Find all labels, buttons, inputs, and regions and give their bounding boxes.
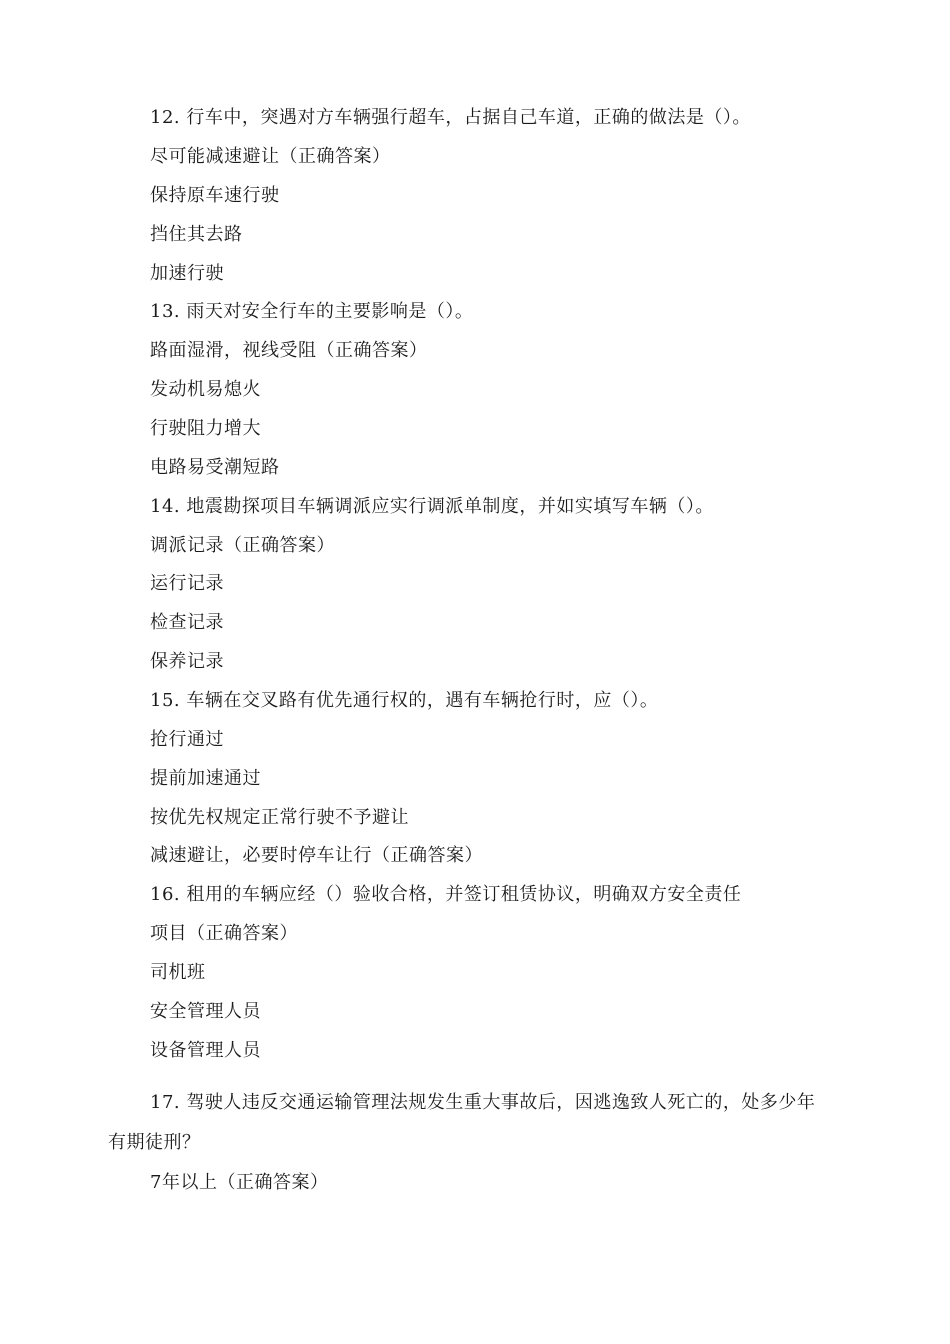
q14-option-1: 调派记录（正确答案） bbox=[150, 535, 335, 556]
question-12: 12. 行车中，突遇对方车辆强行超车，占据自己车道，正确的做法是（）。 bbox=[150, 107, 751, 128]
q13-option-2: 发动机易熄火 bbox=[150, 379, 261, 400]
q15-option-3: 按优先权规定正常行驶不予避让 bbox=[150, 807, 409, 828]
q12-option-1: 尽可能减速避让（正确答案） bbox=[150, 146, 391, 167]
q15-option-2: 提前加速通过 bbox=[150, 768, 261, 789]
question-16: 16. 租用的车辆应经（）验收合格，并签订租赁协议，明确双方安全责任 bbox=[150, 884, 742, 905]
q12-option-4: 加速行驶 bbox=[150, 263, 224, 284]
q16-option-4: 设备管理人员 bbox=[150, 1040, 261, 1061]
q12-option-3: 挡住其去路 bbox=[150, 224, 243, 245]
q13-option-3: 行驶阻力增大 bbox=[150, 418, 261, 439]
question-14: 14. 地震勘探项目车辆调派应实行调派单制度，并如实填写车辆（）。 bbox=[150, 496, 714, 517]
q16-option-1: 项目（正确答案） bbox=[150, 923, 298, 944]
q16-option-3: 安全管理人员 bbox=[150, 1001, 261, 1022]
q14-option-3: 检查记录 bbox=[150, 612, 224, 633]
q15-option-4: 减速避让，必要时停车让行（正确答案） bbox=[150, 845, 483, 866]
q13-option-4: 电路易受潮短路 bbox=[150, 457, 280, 478]
q14-option-2: 运行记录 bbox=[150, 573, 224, 594]
question-15: 15. 车辆在交叉路有优先通行权的，遇有车辆抢行时，应（）。 bbox=[150, 690, 659, 711]
q14-option-4: 保养记录 bbox=[150, 651, 224, 672]
q16-option-2: 司机班 bbox=[150, 962, 206, 983]
question-13: 13. 雨天对安全行车的主要影响是（）。 bbox=[150, 301, 474, 322]
question-17 bbox=[108, 1083, 848, 1163]
q13-option-1: 路面湿滑，视线受阻（正确答案） bbox=[150, 340, 428, 361]
q15-option-1: 抢行通过 bbox=[150, 729, 224, 750]
q17-option-1: 7年以上（正确答案） bbox=[150, 1172, 329, 1193]
q12-option-2: 保持原车速行驶 bbox=[150, 185, 280, 206]
question-17-line-1: 17. 驾驶人违反交通运输管理法规发生重大事故后，因逃逸致人死亡的，处多少年 bbox=[150, 1092, 816, 1113]
question-17-line-2: 有期徒刑？ bbox=[108, 1132, 201, 1153]
